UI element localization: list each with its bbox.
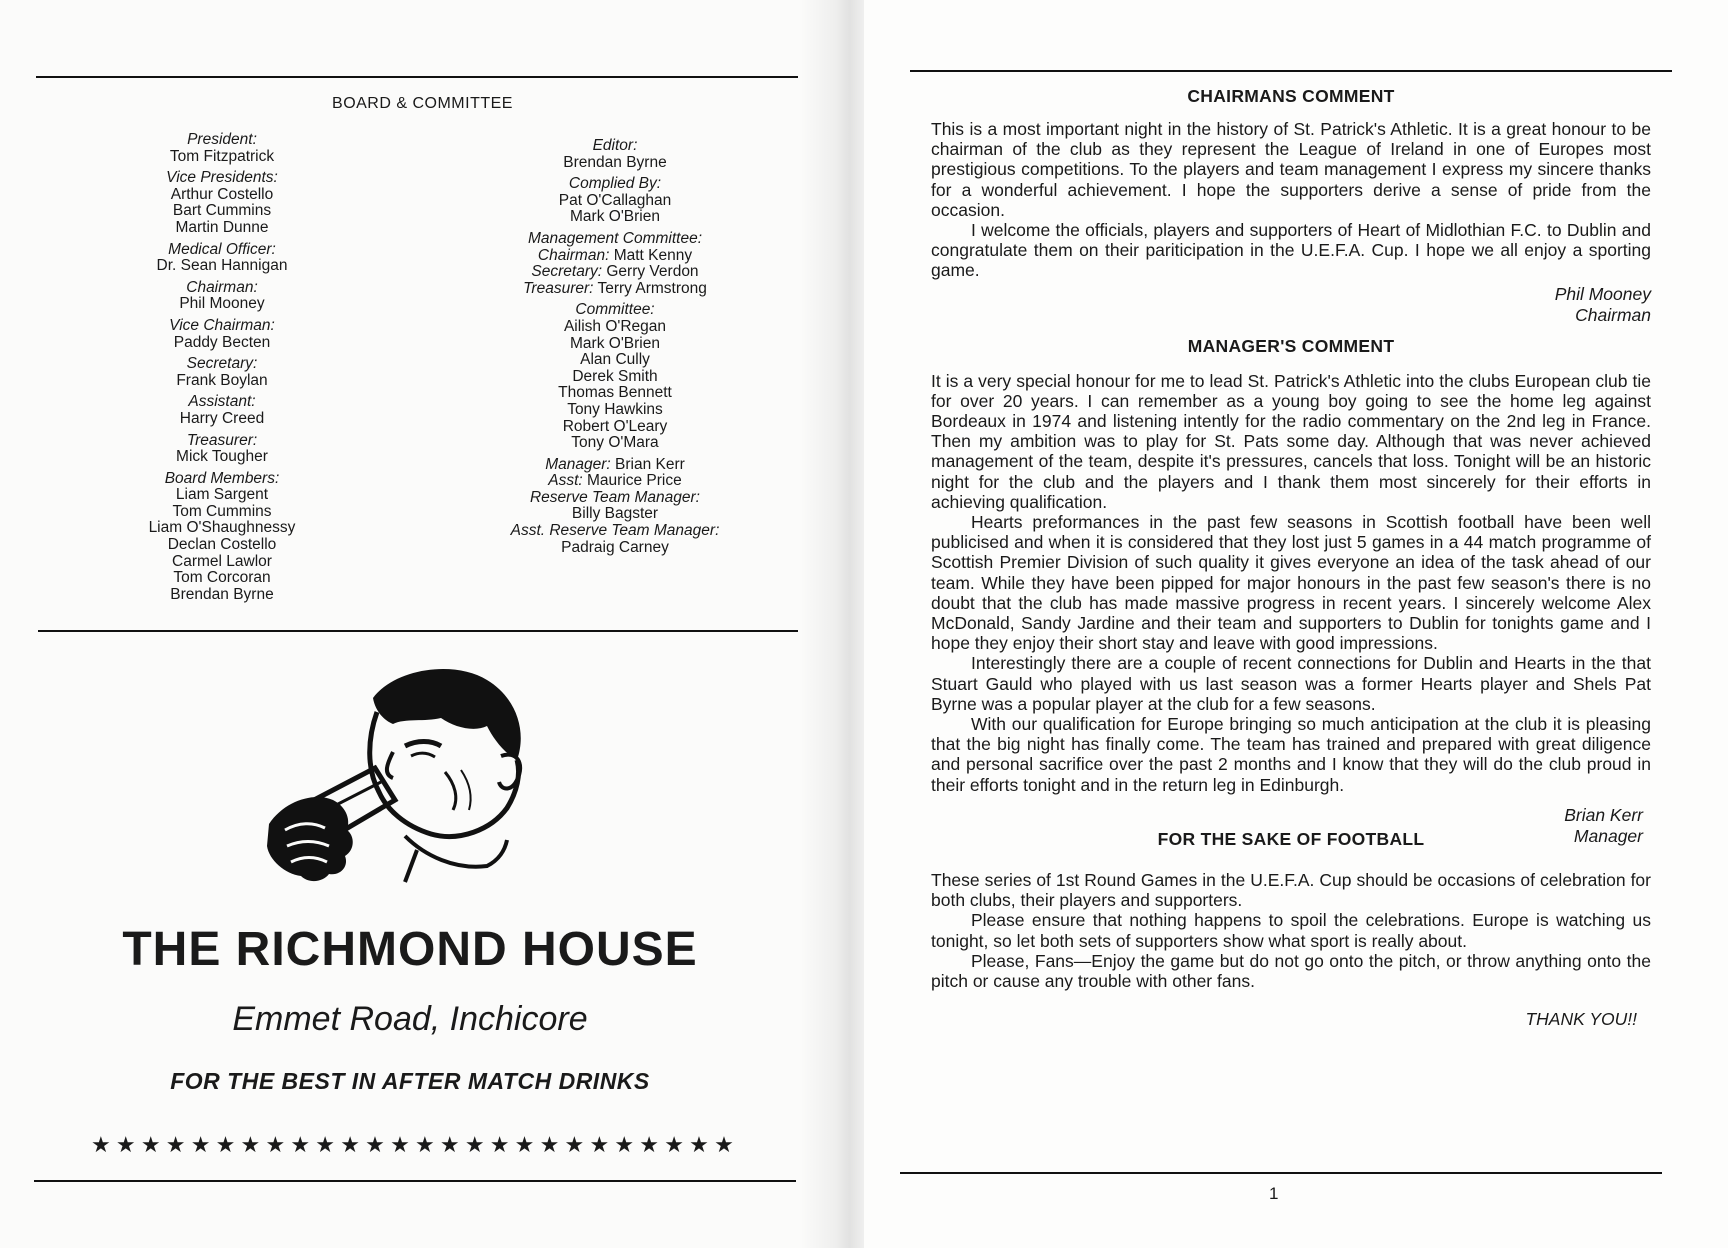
ad-tagline: FOR THE BEST IN AFTER MATCH DRINKS <box>170 1068 650 1094</box>
member-name: Bart Cummins <box>172 202 272 220</box>
right-page <box>864 0 1728 1248</box>
manager-paragraph: Hearts preformances in the past few seasons in Scottish football have been well publicised and when it is considered that they lost just 5 games in a 44 match programme of Scottish Premier Division of such quality it gives everyone an idea of the task ahead of our team. While they have been pipped for major honours in the past few season's there is no doubt that the club has made massive progress in recent years. I sincerely welcome Alex McDonald, Sandy Jardine and their team and supporters to Dublin for tonights game and I hope they enjoy their short stay and leave with good impressions. <box>931 512 1651 654</box>
board-entry <box>470 176 760 226</box>
member-name: Tom Corcoran <box>173 569 271 587</box>
role-label: Assistant: <box>188 393 256 411</box>
role-label: Secretary: <box>186 355 258 373</box>
board-column-2 <box>470 138 760 561</box>
role-label: Medical Officer: <box>168 240 276 258</box>
board-entry <box>470 457 760 557</box>
member-name: Maurice Price <box>587 472 682 490</box>
board-entry <box>112 132 332 165</box>
chairman-heading: CHAIRMANS COMMENT <box>1187 86 1395 106</box>
signature-title: Manager <box>1573 825 1643 846</box>
role-label: Board Members: <box>164 469 280 487</box>
role-label: Complied By: <box>568 175 662 193</box>
role-label: Reserve Team Manager: <box>529 488 700 506</box>
member-name: Frank Boylan <box>176 371 268 389</box>
role-label: Editor: <box>592 137 638 154</box>
top-rule <box>36 76 798 78</box>
manager-line <box>470 457 760 474</box>
role-label: Asst. Reserve Team Manager: <box>510 522 720 540</box>
member-name: Derek Smith <box>572 367 658 385</box>
member-name: Terry Armstrong <box>597 279 707 297</box>
chairman-paragraph: I welcome the officials, players and supporters of Heart of Midlothian F.C. to Dublin and congratulate them on their pariticipation in the U.E.F.A. Cup. I hope we all enjoy a sporting game. <box>931 220 1651 281</box>
role-label: Manager: <box>545 455 611 473</box>
role-label: Vice Presidents: <box>166 169 278 187</box>
board-title: BOARD & COMMITTEE <box>332 95 513 112</box>
ad-title: THE RICHMOND HOUSE <box>122 923 698 976</box>
football-paragraph: Please ensure that nothing happens to spoil the celebrations. Europe is watching us tonight, so let both sets of supporters show what sport is really about. <box>931 910 1651 951</box>
manager-paragraph: With our qualification for Europe bringing so much anticipation at the club it is pleasing that the big night has finally come. The team has trained and prepared with great diligence and personal sacrifice over the past 2 months and I know that they will do the club proud in their efforts tonight and in the return leg in Edinburgh. <box>931 714 1651 795</box>
member-name: Tom Cummins <box>172 502 272 520</box>
member-name: Robert O'Leary <box>562 417 668 435</box>
asst-line <box>470 473 760 490</box>
mgmt-line <box>470 264 760 281</box>
member-name: Gerry Verdon <box>606 263 699 281</box>
member-name: Ailish O'Regan <box>563 317 667 335</box>
role-label: President: <box>187 131 257 148</box>
board-column-1 <box>112 132 332 608</box>
member-name: Brian Kerr <box>615 455 685 473</box>
star-divider: ★★★★★★★★★★★★★★★★★★★★★★★★★★ <box>91 1132 739 1157</box>
member-name: Liam O'Shaughnessy <box>148 519 296 537</box>
chairman-signature <box>931 284 1651 326</box>
football-paragraph: Please, Fans—Enjoy the game but do not go onto the pitch, or throw anything onto the pitch or cause any trouble with other fans. <box>931 950 1651 991</box>
member-name: Dr. Sean Hannigan <box>156 257 288 275</box>
role-label: Secretary: <box>531 263 603 281</box>
manager-paragraph: It is a very special honour for me to lead St. Patrick's Athletic into the clubs European club tie for over 20 years. I can remember as a young boy going to see the home leg against Bordeaux in 1974 and listening intently for the radio commentary on the 2nd leg in France. Then my ambition was to play for St. Pats some day. Although that was never achieved management of the team, despite it's pressures, cancels that loss. Tonight will be an historic night for the club and the players and I thank them most sincerely for their efforts in achieving qualification. <box>931 370 1651 512</box>
board-entry <box>112 170 332 236</box>
role-label: Chairman: <box>186 278 258 296</box>
member-name: Harry Creed <box>179 409 265 427</box>
board-entry <box>112 280 332 313</box>
thank-you: THANK YOU!! <box>1525 1009 1637 1030</box>
mgmt-line <box>470 248 760 265</box>
football-paragraph: These series of 1st Round Games in the U.E.F.A. Cup should be occasions of celebration for both clubs, their players and supporters. <box>931 869 1651 911</box>
role-label: Asst: <box>548 472 583 490</box>
member-name: Billy Bagster <box>571 505 659 523</box>
member-name: Brendan Byrne <box>563 153 667 171</box>
member-name: Mark O'Brien <box>570 208 660 226</box>
member-name: Phil Mooney <box>179 295 265 313</box>
manager-paragraph: Interestingly there are a couple of recent connections for Dublin and Hearts in the that Stuart Gauld who played with us last season was a former Hearts player and Shels Pat Byrne was a popular player at the club for a few seasons. <box>931 653 1651 714</box>
member-name: Carmel Lawlor <box>172 552 272 570</box>
member-name: Pat O'Callaghan <box>558 191 672 209</box>
board-entry <box>470 138 760 171</box>
member-name: Tony Hawkins <box>567 400 663 418</box>
role-label: Chairman: <box>537 246 610 264</box>
drinking-man-illustration <box>255 660 555 890</box>
member-name: Padraig Carney <box>561 538 669 556</box>
chairman-paragraph: This is a most important night in the history of St. Patrick's Athletic. It is a great honour to be chairman of the club as they represent the League of Ireland in one of Europes most prestigious competitions. To the players and team management I express my sincere thanks for a wonderful achievement. I hope the supporters derive a sense of pride from the occasion. <box>931 119 1651 220</box>
role-label: Treasurer: <box>523 279 594 297</box>
member-name: Tony O'Mara <box>571 434 659 452</box>
board-entry <box>112 471 332 604</box>
bottom-rule <box>900 1172 1662 1174</box>
top-rule <box>910 70 1672 72</box>
middle-rule <box>38 630 798 632</box>
member-name: Matt Kenny <box>613 246 693 264</box>
member-name: Paddy Becten <box>173 333 271 351</box>
member-name: Thomas Bennett <box>558 384 672 402</box>
manager-heading: MANAGER'S COMMENT <box>1187 335 1395 356</box>
ad-subtitle: Emmet Road, Inchicore <box>232 1000 588 1038</box>
member-name: Brendan Byrne <box>170 585 274 603</box>
mgmt-line <box>470 281 760 298</box>
board-entry <box>470 231 760 297</box>
board-entry <box>112 433 332 466</box>
member-name: Mick Tougher <box>176 448 268 466</box>
signature-name: Brian Kerr <box>1564 804 1643 825</box>
member-name: Tom Fitzpatrick <box>169 147 275 165</box>
bottom-rule <box>34 1180 796 1182</box>
signature-title: Chairman <box>1575 304 1651 325</box>
member-name: Liam Sargent <box>175 486 269 504</box>
board-entry <box>112 356 332 389</box>
signature-name: Phil Mooney <box>1554 283 1651 304</box>
page-number: 1 <box>1269 1184 1279 1203</box>
role-label: Vice Chairman: <box>169 316 275 334</box>
role-label: Committee: <box>575 301 655 319</box>
member-name: Arthur Costello <box>170 185 274 203</box>
football-heading: FOR THE SAKE OF FOOTBALL <box>1157 828 1425 849</box>
board-entry <box>112 242 332 275</box>
board-entry <box>112 318 332 351</box>
article-column <box>931 86 1651 1030</box>
role-label: Treasurer: <box>186 431 258 449</box>
member-name: Alan Cully <box>580 351 650 369</box>
member-name: Martin Dunne <box>175 218 269 236</box>
role-label: Management Committee: <box>527 229 703 247</box>
board-entry <box>470 302 760 451</box>
member-name: Declan Costello <box>167 536 277 554</box>
board-entry <box>112 394 332 427</box>
member-name: Mark O'Brien <box>570 334 660 352</box>
